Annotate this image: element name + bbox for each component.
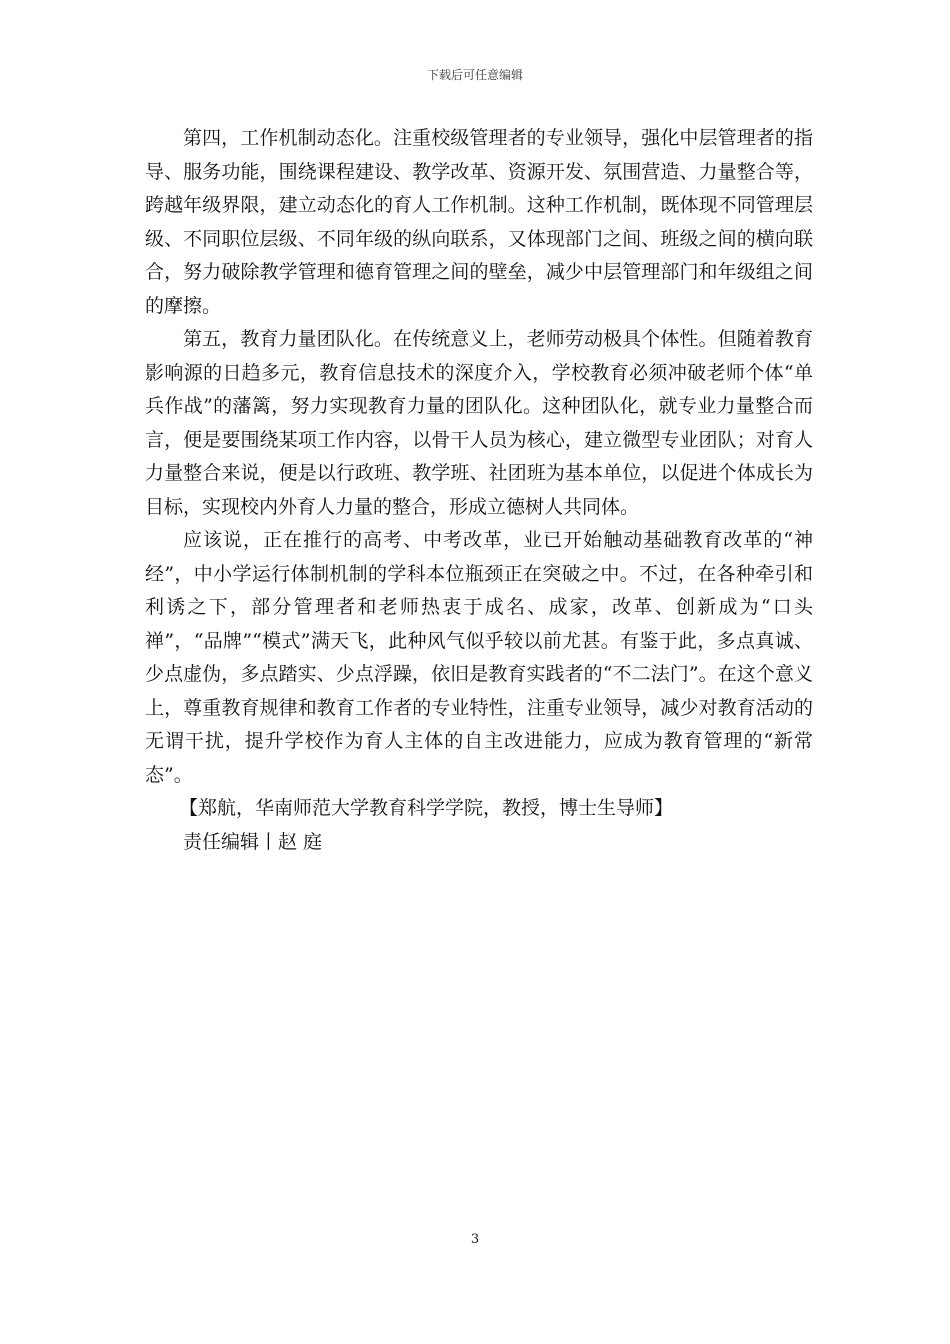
author-affiliation: 【郑航，华南师范大学教育科学学院，教授，博士生导师】 <box>179 797 674 819</box>
document-body <box>145 122 813 859</box>
page-header: 下载后可任意编辑 <box>426 68 523 82</box>
paragraph-conclusion: 应该说，正在推行的高考、中考改革，业已开始触动基础教育改革的“神经”，中小学运行体制机制的学科本位瓶颈正在突破之中。不过，在各种牵引和利诱之下，部分管理者和老师热衷于成名、成家，改革、创新成为“口头禅”，“品牌”“模式”满天飞，此种风气似乎较以前尤甚。有鉴于此，多点真诚、少点虚伪，多点踏实、少点浮躁，依旧是教育实践者的“不二法门”。在这个意义上，尊重教育规律和教育工作者的专业特性，注重专业领导，减少对教育活动的无谓干扰，提升学校作为育人主体的自主改进能力，应成为教育管理的“新常态”。 <box>145 529 813 786</box>
page-number: 3 <box>470 1232 480 1247</box>
paragraph-work-mechanism: 第四，工作机制动态化。注重校级管理者的专业领导，强化中层管理者的指导、服务功能，围绕课程建设、教学改革、资源开发、氛围营造、力量整合等，跨越年级界限，建立动态化的育人工作机制。这种工作机制，既体现不同管理层级、不同职位层级、不同年级的纵向联系，又体现部门之间、班级之间的横向联合，努力破除教学管理和德育管理之间的壁垒，减少中层管理部门和年级组之间的摩擦。 <box>145 127 813 317</box>
editor-credit: 责任编辑丨赵 庭 <box>183 830 323 853</box>
paragraph-teaching-teams: 第五，教育力量团队化。在传统意义上，老师劳动极具个体性。但随着教育影响源的日趋多元，教育信息技术的深度介入，学校教育必须冲破老师个体“单兵作战”的藩篱，努力实现教育力量的团队化。这种团队化，就专业力量整合而言，便是要围绕某项工作内容，以骨干人员为核心，建立微型专业团队；对育人力量整合来说，便是以行政班、教学班、社团班为基本单位，以促进个体成长为目标，实现校内外育人力量的整合，形成立德树人共同体。 <box>145 328 813 518</box>
